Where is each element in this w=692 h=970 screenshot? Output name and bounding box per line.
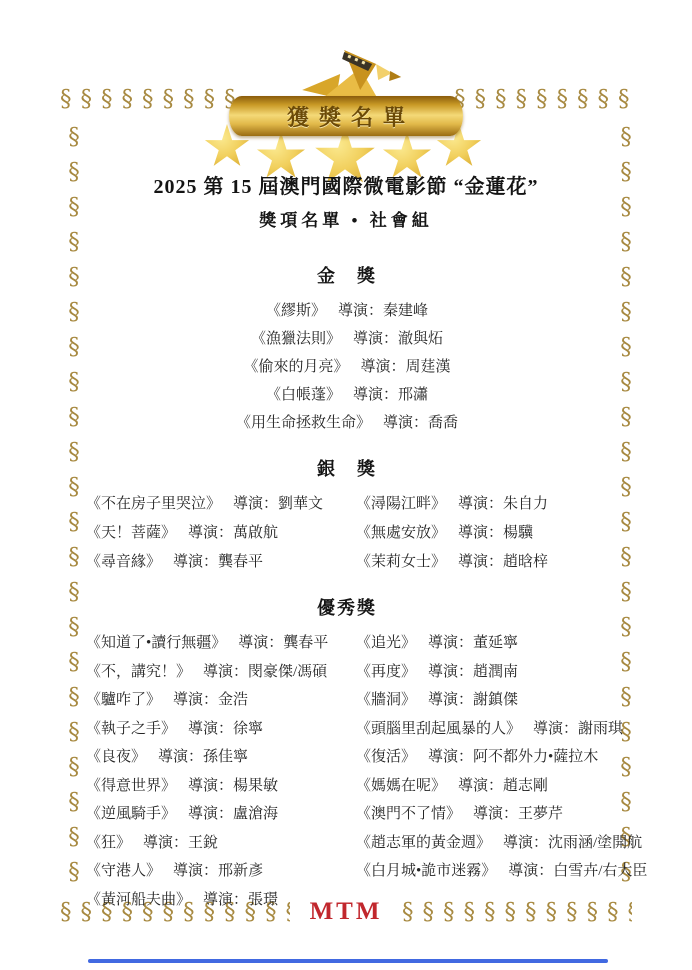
- director-credit: 導演：謝雨琪: [533, 720, 624, 737]
- director-credit: 導演：澈與炻: [353, 331, 444, 347]
- director-credit: 導演：邢新彥: [173, 863, 264, 879]
- director-credit: 導演：周莛漢: [360, 359, 451, 375]
- award-entry: [356, 748, 608, 767]
- section-excellence-award: [86, 594, 648, 910]
- award-entry: [86, 634, 348, 653]
- director-credit: 導演：趙志剛: [458, 777, 549, 794]
- film-title: 《狂》: [86, 834, 132, 851]
- award-entry: [86, 720, 348, 739]
- director-credit: 導演：盧滄海: [188, 806, 279, 822]
- award-entry: [86, 805, 348, 824]
- director-credit: 導演：喬喬: [383, 415, 459, 431]
- film-title: 《執子之手》: [86, 720, 177, 737]
- award-entry: [86, 691, 348, 710]
- director-credit: 導演：楊果敏: [188, 777, 279, 794]
- award-entry: [356, 553, 608, 572]
- award-entry: [243, 358, 450, 377]
- director-credit: 導演：朱自力: [458, 496, 549, 512]
- director-credit: 導演：王夢芹: [473, 806, 564, 822]
- director-credit: 導演：楊驥: [458, 525, 534, 541]
- director-credit: 導演：劉華文: [233, 496, 324, 512]
- director-credit: 導演：金浩: [173, 692, 249, 708]
- bottom-blue-line: [88, 959, 608, 963]
- director-credit: 導演：孫佳寧: [158, 749, 249, 765]
- page-subtitle: 獎項名單 • 社會組: [259, 211, 433, 230]
- film-title: 《繆斯》: [265, 303, 326, 319]
- award-entry: [86, 834, 348, 853]
- excellence-award-list-left: [86, 634, 348, 910]
- director-credit: 導演：董延寧: [428, 635, 519, 651]
- film-title: 《不，講究！》: [86, 663, 192, 680]
- award-entry: [356, 495, 608, 514]
- film-title: 《白月城•詭市迷霧》: [356, 863, 497, 879]
- director-credit: 導演：張璟: [203, 891, 279, 908]
- silver-award-list-right: [356, 495, 608, 572]
- film-title: 《知道了•讀行無疆》: [86, 635, 227, 651]
- award-banner: [196, 46, 496, 168]
- director-credit: 導演：謝鎮傑: [428, 692, 519, 708]
- award-entry: [356, 524, 608, 543]
- excellence-award-list-right: [356, 634, 648, 910]
- gold-award-heading: 金 獎: [317, 266, 377, 286]
- award-content: [86, 262, 648, 932]
- film-title: 《天！菩薩》: [86, 525, 177, 541]
- film-title: 《不在房子里哭泣》: [86, 496, 222, 512]
- award-entry: [356, 720, 624, 739]
- gold-award-list: [86, 302, 608, 433]
- film-title: 《趙志軍的黃金週》: [356, 834, 492, 851]
- border-ornament-right: [607, 124, 637, 896]
- director-credit: 導演：秦建峰: [338, 303, 429, 319]
- ribbon-label: 獲獎名單: [286, 104, 415, 130]
- award-entry: [356, 777, 608, 796]
- director-credit: 導演：阿不都外力•薩拉木: [428, 749, 599, 765]
- film-title: 《得意世界》: [86, 777, 177, 794]
- director-credit: 導演：趙潤南: [428, 663, 519, 680]
- ribbon-banner: [229, 96, 463, 136]
- film-title: 《良夜》: [86, 749, 147, 765]
- director-credit: 導演：白雪卉/右大臣: [508, 863, 648, 879]
- film-title: 《茉莉女士》: [356, 554, 447, 570]
- award-entry: [266, 386, 428, 405]
- film-title: 《守港人》: [86, 863, 162, 879]
- award-entry: [356, 834, 643, 853]
- award-entry: [86, 862, 348, 881]
- film-title: 《尋音緣》: [86, 554, 162, 570]
- award-entry: [86, 777, 348, 796]
- award-entry: [356, 862, 648, 881]
- film-title: 《漁獵法則》: [250, 331, 341, 347]
- director-credit: 導演：趙晗梓: [458, 554, 549, 570]
- director-credit: 導演：王銳: [143, 834, 219, 851]
- award-entry: [356, 663, 608, 682]
- award-entry: [86, 553, 348, 572]
- film-title: 《頭腦里刮起風暴的人》: [356, 720, 522, 737]
- award-entry: [86, 748, 348, 767]
- film-title: 《牆洞》: [356, 692, 417, 708]
- award-entry: [236, 414, 458, 433]
- director-credit: 導演：萬啟航: [188, 525, 279, 541]
- director-credit: 導演：龔春平: [173, 554, 264, 570]
- film-title: 《偷來的月亮》: [243, 359, 349, 375]
- film-title: 《白帳蓬》: [265, 387, 341, 403]
- section-silver-award: [86, 455, 608, 572]
- award-entry: [86, 663, 348, 682]
- film-title: 《無處安放》: [356, 525, 447, 541]
- film-title: 《用生命拯救生命》: [235, 415, 371, 431]
- film-title: 《驢咋了》: [86, 692, 162, 708]
- director-credit: 導演：徐寧: [188, 720, 264, 737]
- award-entry: [266, 302, 428, 321]
- director-credit: 導演：龔春平: [238, 635, 329, 651]
- director-credit: 導演：邢瀟: [353, 387, 429, 403]
- film-title: 《潯陽江畔》: [356, 496, 447, 512]
- section-gold-award: [86, 262, 608, 433]
- mtm-logo: MTM: [309, 898, 383, 925]
- director-credit: 導演：沈雨涵/塗開航: [503, 834, 643, 851]
- excellence-award-heading: 優秀獎: [317, 598, 377, 618]
- award-entry: [356, 805, 608, 824]
- silver-award-list-left: [86, 495, 348, 572]
- silver-award-heading: 銀 獎: [317, 459, 377, 479]
- film-title: 《澳門不了情》: [356, 806, 462, 822]
- director-credit: 導演：閔豪傑/馮碩: [203, 663, 328, 680]
- film-title: 《再度》: [356, 663, 417, 680]
- film-title: 《追光》: [356, 635, 417, 651]
- film-title: 《復活》: [356, 749, 417, 765]
- award-entry: [356, 691, 608, 710]
- film-title: 《黃河船夫曲》: [86, 891, 192, 908]
- award-entry: [356, 634, 608, 653]
- award-entry: [86, 495, 348, 514]
- film-title: 《逆風騎手》: [86, 806, 177, 822]
- award-entry: [251, 330, 443, 349]
- page-title: 2025 第 15 屆澳門國際微電影節 “金蓮花”: [153, 176, 539, 198]
- film-title: 《媽媽在呢》: [356, 777, 447, 794]
- border-ornament-left: [55, 124, 85, 896]
- award-entry: [86, 524, 348, 543]
